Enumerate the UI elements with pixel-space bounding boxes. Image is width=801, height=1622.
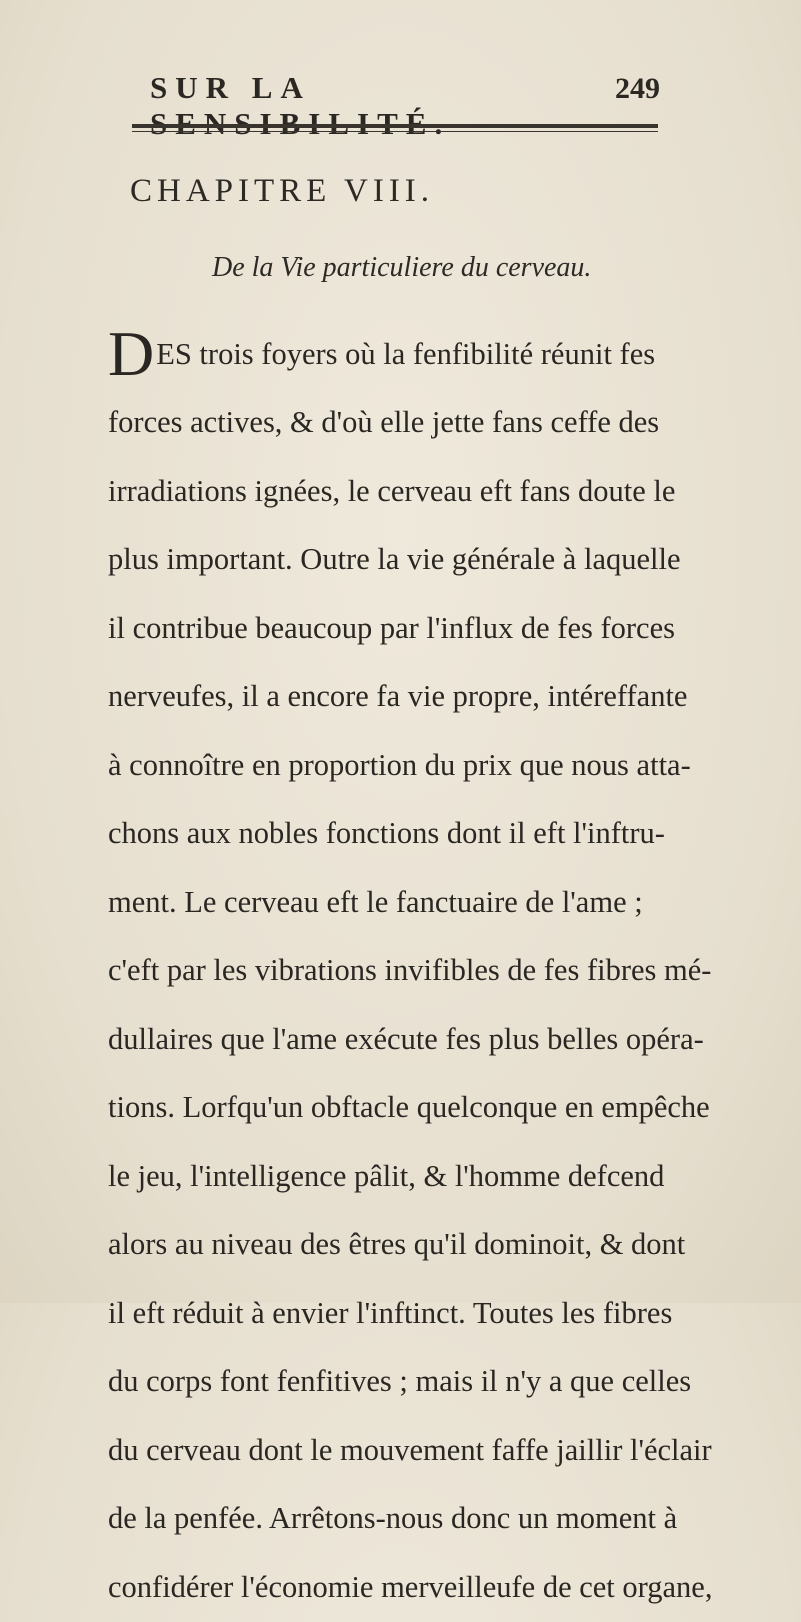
text-line: alors au niveau des êtres qu'il dominoit, & dont [108, 1227, 686, 1262]
body-text [108, 318, 713, 1622]
text-line: ment. Le cerveau eft le fanctuaire de l'ame ; [108, 884, 643, 919]
text-line: plus important. Outre la vie générale à laquelle [108, 542, 681, 577]
page-number: 249 [615, 72, 660, 105]
text-line: irradiations ignées, le cerveau eft fans doute le [108, 473, 676, 508]
text-line: dullaires que l'ame exécute fes plus belles opéra- [108, 1021, 704, 1056]
text-line-content: ES trois foyers où la fenfibilité réunit fes [156, 336, 656, 371]
text-line: c'eft par les vibrations invifibles de fes fibres mé- [108, 953, 712, 988]
text-line: nerveufes, il a encore fa vie propre, intéreffante [108, 679, 688, 714]
text-line: chons aux nobles fonctions dont il eft l'inftru- [108, 816, 665, 851]
text-line: à connoître en proportion du prix que nous atta- [108, 747, 691, 782]
text-line: il eft réduit à envier l'inftinct. Toutes les fibres [108, 1295, 673, 1330]
header-rule-thin [132, 131, 658, 132]
header-rule-thick [132, 124, 658, 128]
chapter-heading: CHAPITRE VIII. [130, 173, 435, 209]
text-line: le jeu, l'intelligence pâlit, & l'homme defcend [108, 1158, 665, 1193]
running-title: SUR LA [150, 70, 310, 105]
text-line: de la penfée. Arrêtons-nous donc un moment à [108, 1501, 678, 1536]
text-line: forces actives, & d'où elle jette fans ceffe des [108, 405, 660, 440]
chapter-subtitle: De la Vie particuliere du cerveau. [212, 252, 592, 283]
text-line: tions. Lorfqu'un obftacle quelconque en empêche [108, 1090, 710, 1125]
text-line: il contribue beaucoup par l'influx de fes forces [108, 610, 675, 645]
text-line: du corps font fenfitives ; mais il n'y a que celles [108, 1364, 692, 1399]
text-line [108, 320, 668, 389]
drop-cap: D [108, 318, 155, 390]
text-line: confidérer l'économie merveilleufe de cet organe, [108, 1569, 713, 1604]
text-line: du cerveau dont le mouvement faffe jaillir l'éclair [108, 1432, 712, 1467]
running-head [150, 70, 660, 114]
